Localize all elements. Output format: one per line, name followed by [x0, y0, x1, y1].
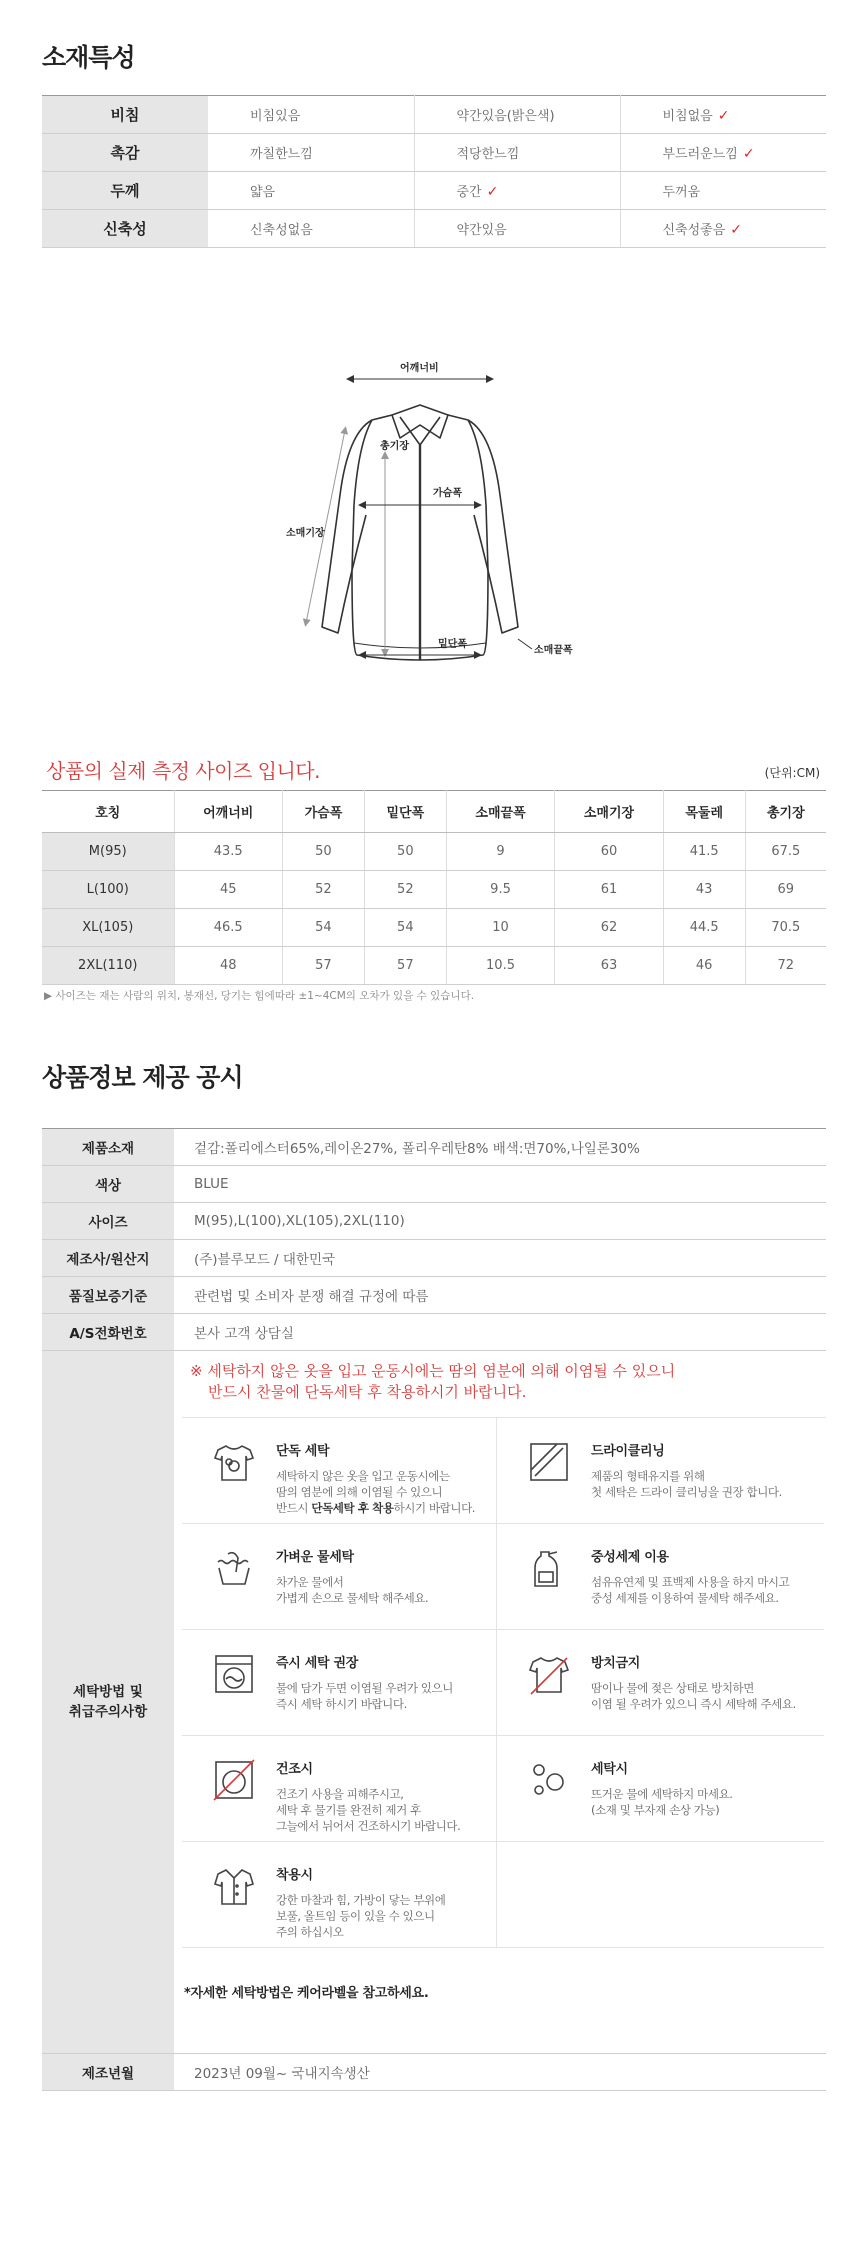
care-item-title: 즉시 세탁 권장: [276, 1656, 358, 1671]
material-table: [42, 95, 826, 248]
washing-machine-icon: [212, 1652, 256, 1696]
material-row-label: 두께: [42, 172, 208, 210]
material-row: [42, 172, 826, 210]
care-item: [497, 1736, 824, 1842]
size-column-header: 소매기장: [555, 791, 663, 833]
care-item-desc-text: 물에 담가 두면 이염될 우려가 있으니 즉시 세탁 하시기 바랍니다.: [276, 1681, 453, 1711]
size-column-header: 밑단폭: [364, 791, 446, 833]
care-row: [42, 1351, 826, 2054]
wearing-shirt-icon: [212, 1864, 256, 1908]
check-mark-icon: ✓: [730, 222, 743, 238]
care-warning-line: ※ 세탁하지 않은 옷을 입고 운동시에는 땀의 염분에 의해 이염될 수 있으니: [190, 1362, 676, 1380]
size-cell: 43.5: [174, 833, 282, 871]
care-item: [182, 1842, 497, 1948]
product-info-table: [42, 1128, 826, 2091]
size-row-label: L(100): [42, 871, 174, 909]
material-option: [414, 172, 620, 210]
info-row: [42, 1314, 826, 1351]
size-cell: 69: [745, 871, 826, 909]
care-label-line: 세탁방법 및: [73, 1684, 143, 1700]
care-item-title: 건조시: [276, 1762, 313, 1777]
care-item-desc-bold: 단독세탁 후 착용: [311, 1501, 394, 1515]
material-option-text: 비침있음: [250, 109, 301, 124]
size-cell: 57: [282, 947, 364, 985]
care-item-title: 세탁시: [591, 1762, 628, 1777]
size-cell: 10: [446, 909, 554, 947]
size-column-header: 총기장: [745, 791, 826, 833]
material-row-label: 신축성: [42, 210, 208, 248]
info-row-value: 관련법 및 소비자 분쟁 해결 규정에 따름: [174, 1277, 826, 1314]
size-cell: 50: [282, 833, 364, 871]
size-column-header: 소매끝폭: [446, 791, 554, 833]
size-table: [42, 790, 826, 985]
info-row-value: M(95),L(100),XL(105),2XL(110): [174, 1203, 826, 1240]
check-mark-icon: ✓: [742, 146, 755, 162]
label-hem: 밑단폭: [438, 639, 467, 650]
label-cuff: 소매끝폭: [534, 645, 573, 656]
care-item-desc: [591, 1786, 733, 1818]
care-item-desc-text: 땀이나 물에 젖은 상태로 방치하면 이염 될 우려가 있으니 즉시 세탁해 주세요.: [591, 1681, 796, 1711]
info-row-value: 겉감:폴리에스터65%,레이온27%, 폴리우레탄8% 배색:면70%,나일론30%: [174, 1129, 826, 1166]
size-row: [42, 871, 826, 909]
care-item-desc-text: 제품의 형태유지를 위해 첫 세탁은 드라이 클리닝을 권장 합니다.: [591, 1469, 782, 1499]
material-option-text: 까칠한느낌: [250, 147, 313, 162]
size-row-label: M(95): [42, 833, 174, 871]
care-item-title: 착용시: [276, 1868, 313, 1883]
material-option-text: 부드러운느낌: [662, 147, 738, 162]
material-option: [414, 210, 620, 248]
size-cell: 61: [555, 871, 663, 909]
care-item: [182, 1630, 497, 1736]
care-item-desc: [591, 1680, 796, 1712]
size-row: [42, 833, 826, 871]
care-item: [182, 1524, 497, 1630]
info-row-mfg: [42, 2054, 826, 2091]
material-option-text: 신축성좋음: [662, 223, 726, 238]
care-footer: *자세한 세탁방법은 케어라벨을 참고하세요.: [184, 1986, 429, 2001]
care-item-desc-text: 섬유유연제 및 표백제 사용을 하지 마시고 중성 세제를 이용하여 물세탁 해주세요.: [591, 1575, 790, 1605]
size-cell: 9.5: [446, 871, 554, 909]
material-row-label: 비침: [42, 96, 208, 134]
bubbles-icon: [527, 1758, 571, 1802]
care-item-title: 드라이클리닝: [591, 1444, 665, 1459]
care-row-label: [42, 1351, 174, 2054]
info-row-value: (주)블루모드 / 대한민국: [174, 1240, 826, 1277]
care-item-title: 가벼운 물세탁: [276, 1550, 354, 1565]
care-item: [497, 1524, 824, 1630]
no-soak-icon: [527, 1652, 571, 1696]
care-grid: [182, 1417, 826, 1948]
info-row-label: A/S전화번호: [42, 1314, 174, 1351]
size-note: ▶ 사이즈는 재는 사람의 위치, 봉재선, 당기는 힘에따라 ±1~4CM의 오차가 있을 수 있습니다.: [44, 990, 475, 1002]
jacket-measurement-diagram: [270, 355, 640, 705]
size-headline: 상품의 실제 측정 사이즈 입니다.: [46, 759, 320, 783]
care-item-desc-text: 강한 마찰과 힘, 가방이 닿는 부위에 보풀, 올트임 등이 있을 수 있으니 주의 하십시오: [276, 1893, 446, 1939]
info-row-label: 제조년월: [42, 2054, 174, 2091]
size-cell: 52: [282, 871, 364, 909]
care-item: [182, 1736, 497, 1842]
care-item-title: 중성세제 이용: [591, 1550, 669, 1565]
size-cell: 54: [364, 909, 446, 947]
material-option: [208, 210, 414, 248]
material-option-text: 두꺼움: [662, 185, 701, 200]
care-warning-line: 반드시 찬물에 단독세탁 후 착용하시기 바랍니다.: [208, 1383, 527, 1401]
care-item-desc: [276, 1468, 475, 1516]
dry-clean-icon: [527, 1440, 571, 1484]
care-item-title: 단독 세탁: [276, 1444, 330, 1459]
info-row: [42, 1129, 826, 1166]
size-cell: 50: [364, 833, 446, 871]
size-row-label: XL(105): [42, 909, 174, 947]
size-cell: 52: [364, 871, 446, 909]
material-option-text: 적당한느낌: [456, 147, 520, 162]
size-cell: 63: [555, 947, 663, 985]
care-item-desc-text: 차가운 물에서 가볍게 손으로 물세탁 해주세요.: [276, 1575, 429, 1605]
size-cell: 43: [663, 871, 745, 909]
care-item-desc-text: 건조기 사용을 피해주시고, 세탁 후 물기를 완전히 제거 후 그늘에서 뉘어서 건조하시기 바랍니다.: [276, 1787, 461, 1833]
shirt-wash-icon: [212, 1440, 256, 1484]
check-mark-icon: ✓: [486, 184, 499, 200]
size-cell: 45: [174, 871, 282, 909]
info-row-label: 제품소재: [42, 1129, 174, 1166]
material-option-text: 비침없음: [662, 109, 713, 124]
material-section-title: 소재특성: [42, 43, 135, 72]
care-item-desc: [276, 1680, 453, 1712]
info-row: [42, 1277, 826, 1314]
size-cell: 62: [555, 909, 663, 947]
info-row-value: 2023년 09월~ 국내지속생산: [174, 2054, 826, 2091]
no-dryer-icon: [212, 1758, 256, 1802]
care-item-desc: [591, 1468, 782, 1500]
material-option-text: 약간있음: [456, 223, 507, 238]
jacket-outline: [322, 405, 518, 660]
info-row-label: 제조사/원산지: [42, 1240, 174, 1277]
care-item-desc: [276, 1786, 460, 1834]
material-row: [42, 134, 826, 172]
size-cell: 44.5: [663, 909, 745, 947]
material-option: [414, 134, 620, 172]
material-option: [620, 134, 826, 172]
care-label-line: 취급주의사항: [68, 1704, 148, 1720]
care-item-desc: [591, 1574, 789, 1606]
label-shoulder: 어깨너비: [400, 363, 439, 374]
care-instructions: [174, 1351, 826, 2054]
size-cell: 46.5: [174, 909, 282, 947]
label-total-length: 총기장: [380, 441, 409, 452]
size-cell: 67.5: [745, 833, 826, 871]
material-option: [208, 172, 414, 210]
care-item-desc-tail: 하시기 바랍니다.: [393, 1501, 476, 1515]
label-sleeve-length: 소매기장: [286, 528, 325, 539]
material-option: [414, 96, 620, 134]
size-row-label: 2XL(110): [42, 947, 174, 985]
material-option: [208, 96, 414, 134]
material-row: [42, 210, 826, 248]
hand-wash-icon: [212, 1546, 256, 1590]
size-cell: 48: [174, 947, 282, 985]
material-option: [620, 210, 826, 248]
care-item-desc-text: 뜨거운 물에 세탁하지 마세요. (소재 및 부자재 손상 가능): [591, 1787, 733, 1817]
size-cell: 46: [663, 947, 745, 985]
material-row-label: 촉감: [42, 134, 208, 172]
size-row: [42, 947, 826, 985]
material-option-text: 약간있음(밝은색): [456, 109, 555, 124]
material-row: [42, 96, 826, 134]
material-option-text: 중간: [456, 185, 482, 200]
size-column-header: 목둘레: [663, 791, 745, 833]
care-item: [497, 1418, 824, 1524]
material-option-text: 얇음: [250, 185, 276, 200]
size-column-header: 가슴폭: [282, 791, 364, 833]
material-option: [620, 172, 826, 210]
size-cell: 10.5: [446, 947, 554, 985]
info-row-label: 색상: [42, 1166, 174, 1203]
care-item-desc-text: 세탁하지 않은 옷을 입고 운동시에는 땀의 염분에 의해 이염될 수 있으니 반드시: [276, 1469, 450, 1515]
info-row-label: 사이즈: [42, 1203, 174, 1240]
size-column-header: 어깨너비: [174, 791, 282, 833]
care-warning: [174, 1351, 826, 1417]
info-row: [42, 1240, 826, 1277]
care-item-desc: [276, 1574, 428, 1606]
care-item: [497, 1630, 824, 1736]
label-chest: 가슴폭: [433, 488, 462, 499]
size-cell: 57: [364, 947, 446, 985]
size-cell: 72: [745, 947, 826, 985]
info-row-value: 본사 고객 상담실: [174, 1314, 826, 1351]
size-cell: 54: [282, 909, 364, 947]
size-column-header: 호칭: [42, 791, 174, 833]
detergent-icon: [527, 1546, 571, 1590]
size-row: [42, 909, 826, 947]
info-section-title: 상품정보 제공 공시: [42, 1063, 243, 1092]
care-item: [182, 1418, 497, 1524]
care-item-title: 방치금지: [591, 1656, 641, 1671]
size-cell: 60: [555, 833, 663, 871]
size-cell: 9: [446, 833, 554, 871]
info-row-value: BLUE: [174, 1166, 826, 1203]
care-item-empty: [497, 1842, 824, 1948]
material-option-text: 신축성없음: [250, 223, 313, 238]
info-row: [42, 1166, 826, 1203]
info-row-label: 품질보증기준: [42, 1277, 174, 1314]
size-cell: 70.5: [745, 909, 826, 947]
material-option: [208, 134, 414, 172]
size-cell: 41.5: [663, 833, 745, 871]
material-option: [620, 96, 826, 134]
info-row: [42, 1203, 826, 1240]
care-item-desc: [276, 1892, 445, 1940]
check-mark-icon: ✓: [717, 108, 730, 124]
size-unit: (단위:CM): [764, 766, 820, 780]
